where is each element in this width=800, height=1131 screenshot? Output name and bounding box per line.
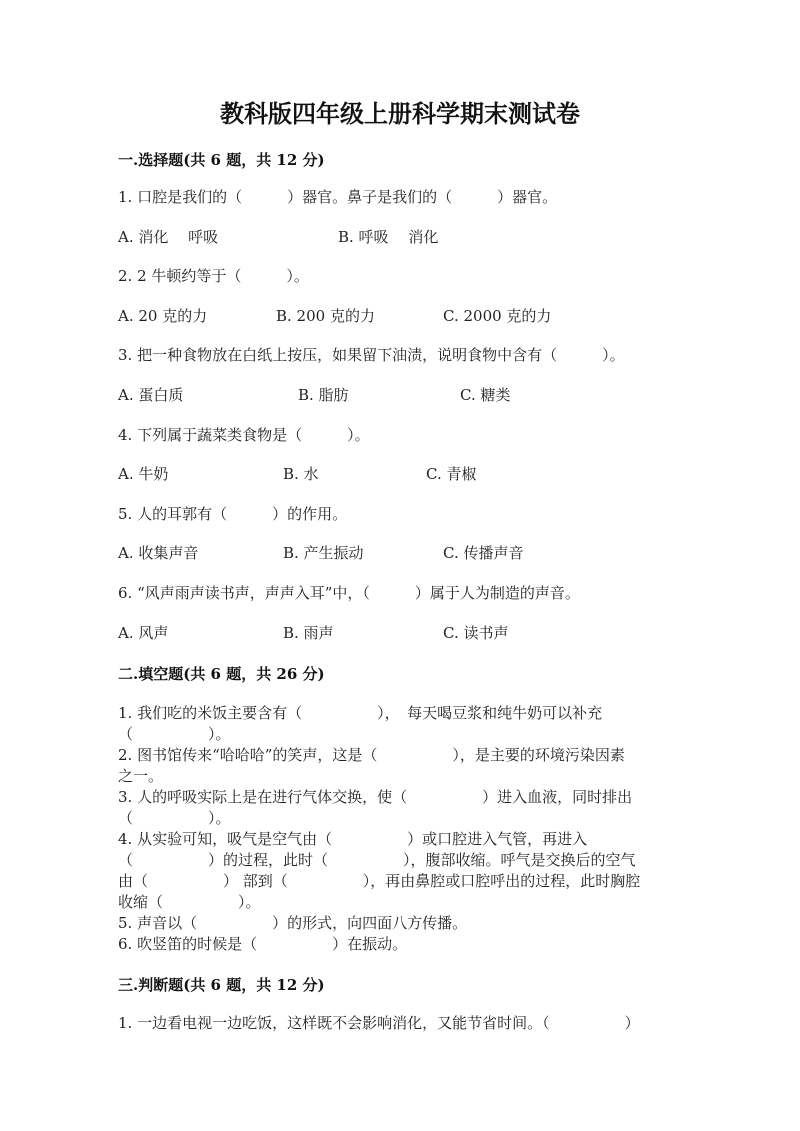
judgment-question-1: 1. 一边看电视一边吃饭，这样既不会影响消化，又能节省时间。（ ） (118, 1014, 640, 1032)
fill-line: 1. 我们吃的米饭主要含有（ ）， 每天喝豆浆和纯牛奶可以补充 (118, 704, 603, 722)
question-1-3-option-b: B. 脂肪 (298, 386, 349, 404)
fill-line: 收缩（ ）。 (118, 893, 261, 911)
question-1-6-option-b: B. 雨声 (283, 624, 334, 642)
question-1-5-stem: 5. 人的耳郭有（ ）的作用。 (118, 505, 348, 523)
question-1-2-stem: 2. 2 牛顿约等于（ ）。 (118, 267, 309, 285)
question-1-5-option-b: B. 产生振动 (283, 544, 364, 562)
question-1-6-option-a: A. 风声 (118, 624, 169, 642)
question-1-5-option-a: A. 收集声音 (118, 544, 199, 562)
exam-title: 教科版四年级上册科学期末测试卷 (220, 99, 580, 128)
fill-line: 5. 声音以（ ）的形式，向四面八方传播。 (118, 914, 468, 932)
question-1-3-option-c: C. 糖类 (460, 386, 511, 404)
question-1-1-option-a: A. 消化 呼吸 (118, 228, 219, 246)
question-1-6-option-c: C. 读书声 (443, 624, 509, 642)
question-1-4-option-c: C. 青椒 (426, 465, 477, 483)
question-1-4-option-a: A. 牛奶 (118, 465, 169, 483)
fill-line: （ ）。 (118, 809, 231, 827)
question-1-2-option-c: C. 2000 克的力 (443, 307, 552, 325)
question-1-5-option-c: C. 传播声音 (443, 544, 524, 562)
section-3-heading: 三.判断题(共 6 题，共 12 分) (118, 976, 325, 994)
section-2-heading: 二.填空题(共 6 题，共 26 分) (118, 665, 325, 683)
fill-line: 由（ ） 部到（ ），再由鼻腔或口腔呼出的过程，此时胸腔 (118, 872, 641, 890)
fill-line: 6. 吹竖笛的时候是（ ）在振动。 (118, 935, 408, 953)
fill-line: 4. 从实验可知，吸气是空气由（ ）或口腔进入气管，再进入 (118, 830, 588, 848)
fill-line: （ ）的过程，此时（ ），腹部收缩。呼气是交换后的空气 (118, 851, 636, 869)
question-1-6-stem: 6. “风声雨声读书声，声声入耳”中，（ ）属于人为制造的声音。 (118, 584, 580, 602)
section-1-heading: 一.选择题(共 6 题，共 12 分) (118, 151, 325, 169)
fill-line: 3. 人的呼吸实际上是在进行气体交换，使（ ）进入血液，同时排出 (118, 788, 633, 806)
question-1-2-option-a: A. 20 克的力 (118, 307, 208, 325)
question-1-2-option-b: B. 200 克的力 (276, 307, 375, 325)
fill-line: 之一。 (118, 767, 164, 785)
fill-line: （ ）。 (118, 725, 231, 743)
question-1-4-option-b: B. 水 (283, 465, 319, 483)
question-1-3-stem: 3. 把一种食物放在白纸上按压，如果留下油渍，说明食物中含有（ ）。 (118, 346, 625, 364)
fill-line: 2. 图书馆传来“哈哈哈”的笑声，这是（ ），是主要的环境污染因素 (118, 746, 625, 764)
question-1-3-option-a: A. 蛋白质 (118, 386, 184, 404)
question-1-4-stem: 4. 下列属于蔬菜类食物是（ ）。 (118, 426, 370, 444)
question-1-1-stem: 1. 口腔是我们的（ ）器官。鼻子是我们的（ ）器官。 (118, 188, 558, 206)
question-1-1-option-b: B. 呼吸 消化 (338, 228, 439, 246)
